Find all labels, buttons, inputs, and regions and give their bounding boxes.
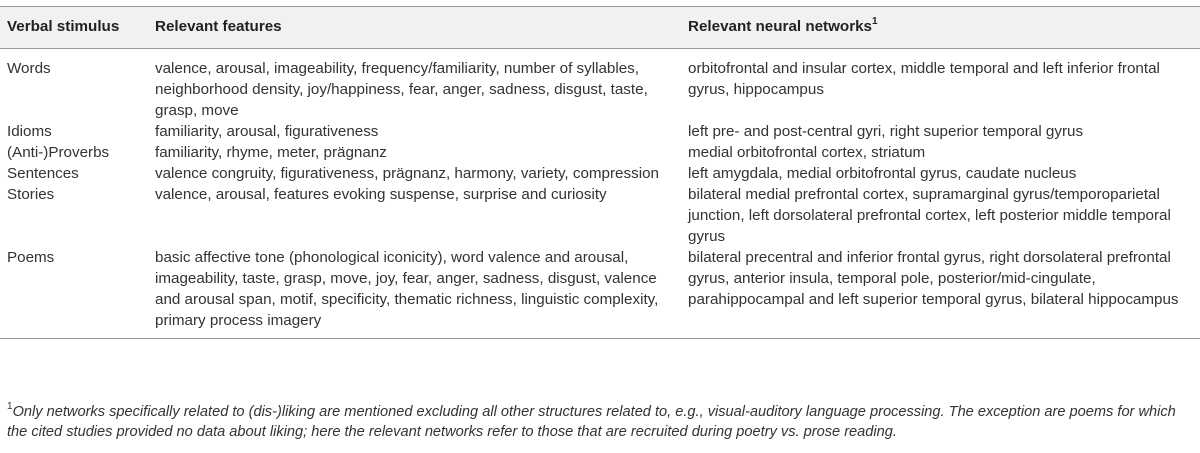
cell-stimulus: (Anti-)Proverbs	[7, 144, 110, 161]
table-row	[0, 163, 1200, 184]
cell-stimulus: Poems	[7, 249, 55, 266]
header-relevant-features: Relevant features	[155, 18, 282, 35]
footnote-marker: 1	[872, 15, 878, 27]
cell-features: valence, arousal, imageability, frequency/familiarity, number of syllables, neighborhood density, joy/happiness, fear, anger, sadness, disgust, taste, grasp, move	[155, 60, 648, 119]
cell-stimulus: Idioms	[7, 123, 52, 140]
cell-networks: left amygdala, medial orbitofrontal gyrus, caudate nucleus	[688, 165, 1077, 182]
table-header-row	[0, 7, 1200, 49]
cell-features: familiarity, rhyme, meter, prägnanz	[155, 144, 387, 161]
cell-networks: orbitofrontal and insular cortex, middle temporal and left inferior frontal gyrus, hippocampus	[688, 60, 1160, 98]
cell-networks: left pre- and post-central gyri, right superior temporal gyrus	[688, 123, 1084, 140]
cell-stimulus: Sentences	[7, 165, 79, 182]
table-row	[0, 142, 1200, 163]
cell-stimulus: Stories	[7, 186, 55, 203]
footnote-text: Only networks specifically related to (dis-)liking are mentioned excluding all other structures related to, e.g., visual-auditory language processing. The exception are poems for which the cited studies provided no data about liking; here the relevant networks refer to those that are recruited during poetry vs. prose reading.	[7, 404, 1176, 440]
table-row	[0, 247, 1200, 339]
header-relevant-neural-networks: Relevant neural networks$^1$	[688, 15, 878, 35]
cell-networks: medial orbitofrontal cortex, striatum	[688, 144, 926, 161]
cell-features: familiarity, arousal, figurativeness	[155, 123, 379, 140]
footnote-marker: 1	[7, 401, 13, 413]
cell-features: basic affective tone (phonological iconicity), word valence and arousal, imageability, taste, grasp, move, joy, fear, anger, sadness, disgust, valence and arousal span, motif, specificity, thematic richness, linguistic complexity, primary process imagery	[155, 249, 659, 329]
cell-features: valence congruity, figurativeness, prägnanz, harmony, variety, compression	[155, 165, 659, 182]
table-row	[0, 121, 1200, 142]
stimulus-table	[0, 6, 1200, 339]
cell-networks: bilateral precentral and inferior frontal gyrus, right dorsolateral prefrontal gyrus, anterior insula, temporal pole, posterior/mid-cingulate, parahippocampal and left superior temporal gyrus, bilateral hippocampus	[688, 249, 1179, 308]
table-container	[0, 6, 1200, 339]
header-verbal-stimulus: Verbal stimulus	[7, 18, 120, 35]
table-row	[0, 49, 1200, 122]
cell-networks: bilateral medial prefrontal cortex, supramarginal gyrus/temporoparietal junction, left dorsolateral prefrontal cortex, left posterior middle temporal gyrus	[688, 186, 1171, 245]
table-footnote	[7, 402, 1195, 442]
cell-stimulus: Words	[7, 60, 51, 77]
cell-features: valence, arousal, features evoking suspense, surprise and curiosity	[155, 186, 607, 203]
table-row	[0, 184, 1200, 247]
